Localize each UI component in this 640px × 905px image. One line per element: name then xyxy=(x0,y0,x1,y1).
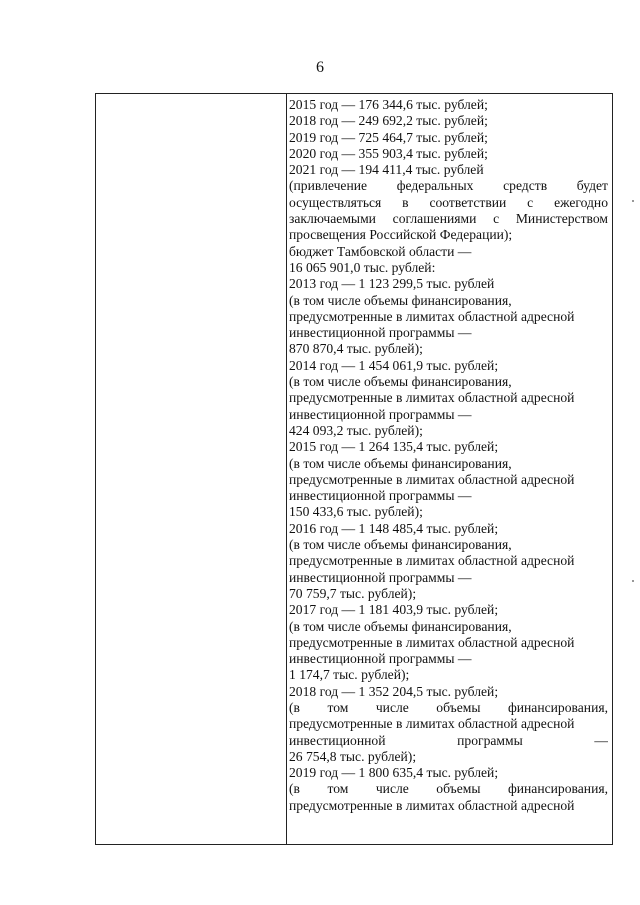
page-number: 6 xyxy=(316,59,324,76)
right-cell-lines xyxy=(289,94,608,814)
text-line: бюджет Тамбовской области — xyxy=(289,243,472,259)
text-line: (в том числе объемы финансирования, xyxy=(289,455,512,471)
margin-mark xyxy=(632,580,634,582)
text-line: 2019 год — 1 800 635,4 тыс. рублей; xyxy=(289,765,499,781)
text-line: предусмотренные в лимитах областной адресной xyxy=(289,471,575,487)
text-line: инвестиционной программы — xyxy=(289,488,472,504)
text-line: 2013 год — 1 123 299,5 тыс. рублей xyxy=(289,276,495,292)
margin-mark xyxy=(632,200,634,202)
text-line: 70 759,7 тыс. рублей); xyxy=(289,585,417,601)
right-cell xyxy=(287,94,613,845)
table-row xyxy=(96,94,613,845)
text-line: осуществляться в соответствии с ежегодно xyxy=(289,194,608,210)
text-line: 2015 год — 176 344,6 тыс. рублей; xyxy=(289,97,488,112)
text-line: предусмотренные в лимитах областной адресной xyxy=(289,308,575,324)
text-line: (в том числе объемы финансирования, xyxy=(289,374,512,390)
text-line: 2015 год — 1 264 135,4 тыс. рублей; xyxy=(289,439,499,455)
text-line: 150 433,6 тыс. рублей); xyxy=(289,504,423,520)
text-line: инвестиционной программы — xyxy=(289,732,608,748)
text-line: предусмотренные в лимитах областной адресной xyxy=(289,797,575,813)
text-line: предусмотренные в лимитах областной адресной xyxy=(289,390,575,406)
text-line: 2016 год — 1 148 485,4 тыс. рублей; xyxy=(289,520,499,536)
text-line: инвестиционной программы — xyxy=(289,325,472,341)
left-cell xyxy=(96,94,287,845)
text-line: 2018 год — 249 692,2 тыс. рублей; xyxy=(289,113,488,129)
text-line: (в том числе объемы финансирования, xyxy=(289,292,512,308)
text-line: 2014 год — 1 454 061,9 тыс. рублей; xyxy=(289,357,499,373)
text-line: (в том числе объемы финансирования, xyxy=(289,699,608,715)
text-line: предусмотренные в лимитах областной адресной xyxy=(289,553,575,569)
text-line: 1 174,7 тыс. рублей); xyxy=(289,667,410,683)
text-line: инвестиционной программы — xyxy=(289,569,472,585)
text-line: 870 870,4 тыс. рублей); xyxy=(289,341,423,357)
text-line: заключаемыми соглашениями с Министерством xyxy=(289,211,608,227)
text-line: 16 065 901,0 тыс. рублей: xyxy=(289,259,436,275)
text-line: (в том числе объемы финансирования, xyxy=(289,618,512,634)
text-line: предусмотренные в лимитах областной адресной xyxy=(289,634,575,650)
text-line: 2020 год — 355 903,4 тыс. рублей; xyxy=(289,145,488,161)
text-line: 26 754,8 тыс. рублей); xyxy=(289,748,417,764)
text-line: 2021 год — 194 411,4 тыс. рублей xyxy=(289,162,484,178)
text-line: 2018 год — 1 352 204,5 тыс. рублей; xyxy=(289,683,499,699)
financing-table xyxy=(95,93,613,845)
text-line: предусмотренные в лимитах областной адресной xyxy=(289,716,575,732)
text-line: 2019 год — 725 464,7 тыс. рублей; xyxy=(289,129,488,145)
text-line: 2017 год — 1 181 403,9 тыс. рублей; xyxy=(289,602,499,618)
text-line: инвестиционной программы — xyxy=(289,406,472,422)
text-line: просвещения Российской Федерации); xyxy=(289,227,513,243)
text-line: (в том числе объемы финансирования, xyxy=(289,781,608,797)
text-line: (привлечение федеральных средств будет xyxy=(289,178,608,194)
text-line: инвестиционной программы — xyxy=(289,651,472,667)
text-line: (в том числе объемы финансирования, xyxy=(289,537,512,553)
text-line: 424 093,2 тыс. рублей); xyxy=(289,422,423,438)
